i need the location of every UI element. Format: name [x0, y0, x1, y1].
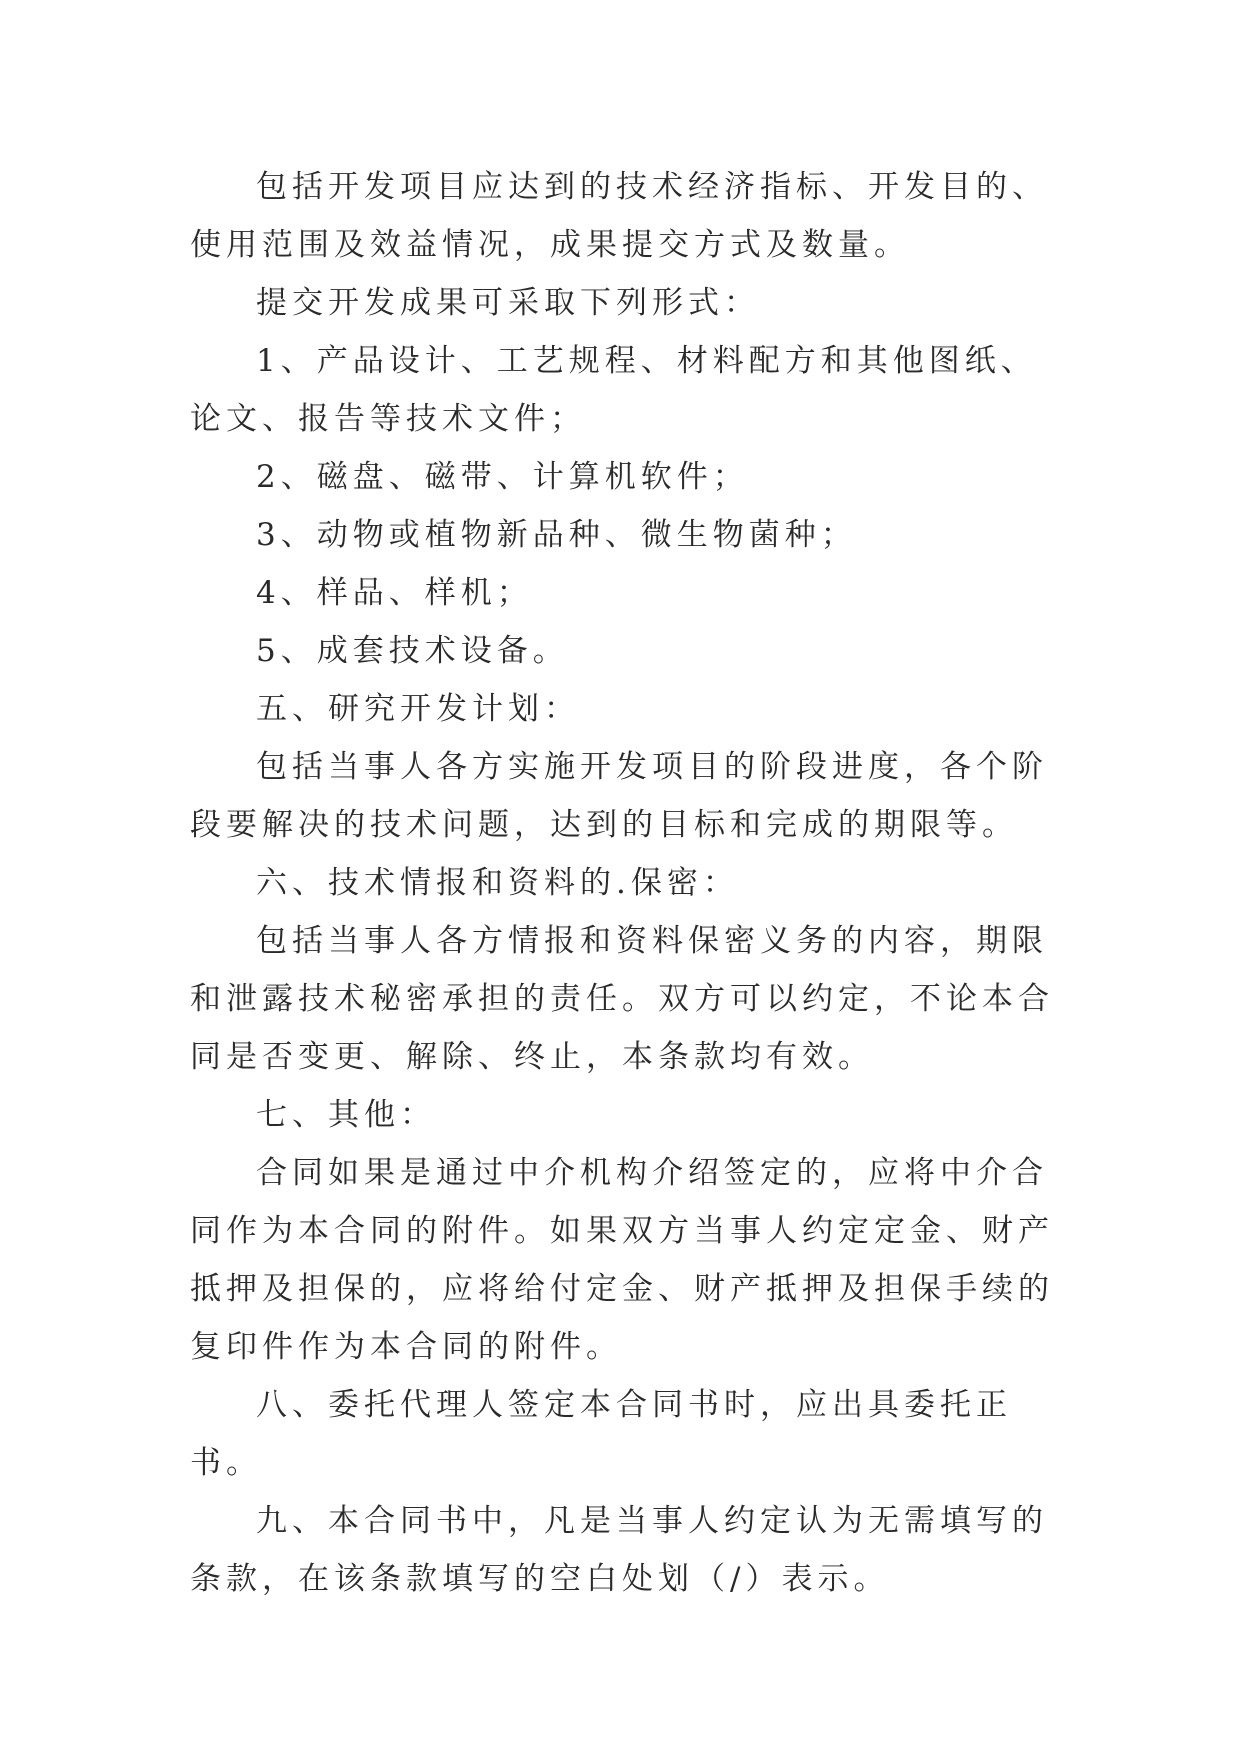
- paragraph-scope: 包括开发项目应达到的技术经济指标、开发目的、使用范围及效益情况，成果提交方式及数量。: [190, 169, 1048, 263]
- paragraph-other: 合同如果是通过中介机构介绍签定的，应将中介合同作为本合同的附件。如果双方当事人约定定金、财产抵押及担保的，应将给付定金、财产抵押及担保手续的复印件作为本合同的附件。: [190, 1155, 1054, 1365]
- paragraph-submission-forms: 提交开发成果可采取下列形式：: [256, 285, 760, 321]
- paragraph-confidentiality: 包括当事人各方情报和资料保密义务的内容，期限和泄露技术秘密承担的责任。双方可以约定，不论本合同是否变更、解除、终止，本条款均有效。: [190, 923, 1054, 1075]
- list-item-5: 5、成套技术设备。: [256, 633, 569, 669]
- paragraph-plan: 包括当事人各方实施开发项目的阶段进度，各个阶段要解决的技术问题，达到的目标和完成的期限等。: [190, 749, 1048, 843]
- list-item-1: 1、产品设计、工艺规程、材料配方和其他图纸、论文、报告等技术文件；: [190, 343, 1037, 437]
- list-item-2: 2、磁盘、磁带、计算机软件；: [256, 459, 749, 495]
- section-heading-5: 五、研究开发计划：: [256, 691, 580, 727]
- section-9: 九、本合同书中，凡是当事人约定认为无需填写的条款，在该条款填写的空白处划（/）表示。: [190, 1503, 1048, 1597]
- section-heading-7: 七、其他：: [256, 1097, 436, 1133]
- list-item-3: 3、动物或植物新品种、微生物菌种；: [256, 517, 857, 553]
- section-heading-6: 六、技术情报和资料的.保密：: [256, 865, 739, 901]
- document-body: [190, 158, 1060, 1608]
- section-8: 八、委托代理人签定本合同书时，应出具委托正书。: [190, 1387, 1012, 1481]
- list-item-4: 4、样品、样机；: [256, 575, 533, 611]
